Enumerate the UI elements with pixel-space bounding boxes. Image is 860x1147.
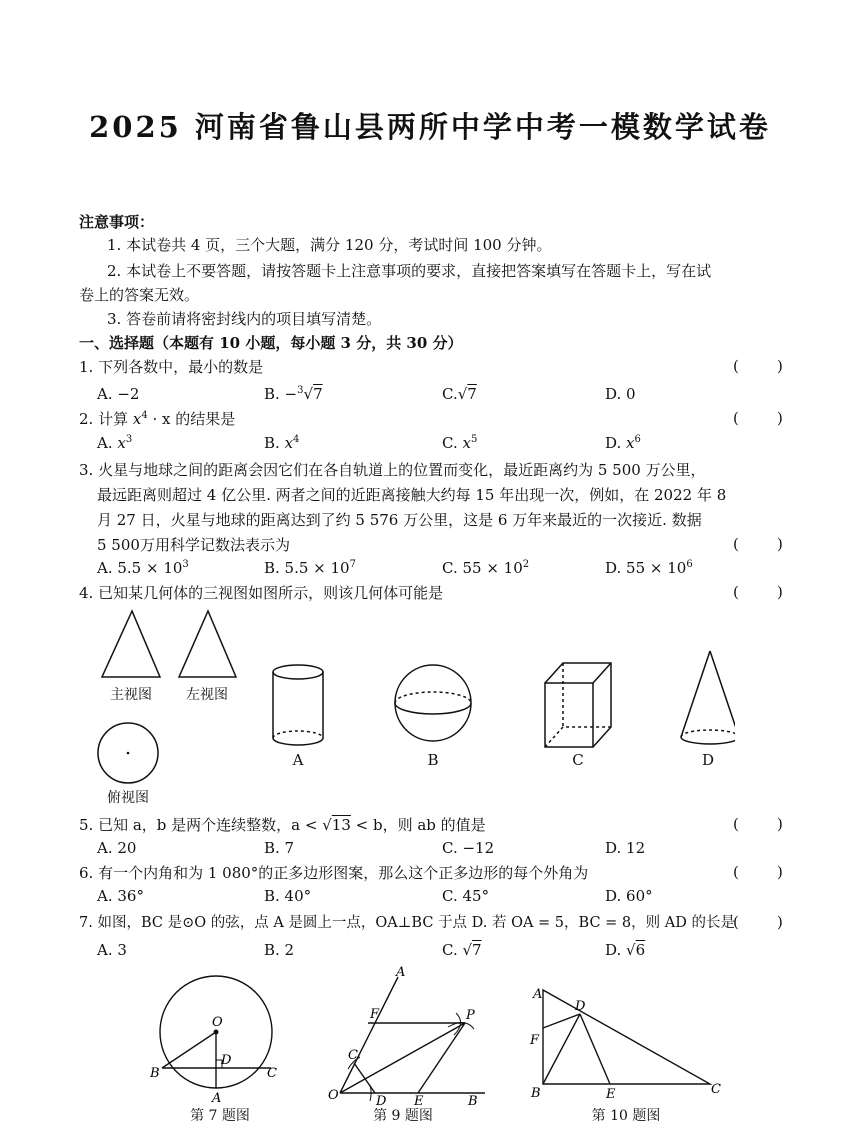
- fig9-label-p: P: [466, 1008, 475, 1023]
- fig7-label-d: D: [221, 1053, 232, 1068]
- fig7-label-a: A: [212, 1091, 222, 1106]
- side-view-triangle: [179, 611, 236, 677]
- q7-answer-paren: ( ): [733, 913, 783, 931]
- q3-option-c: C. $55 \times 10^2$: [442, 559, 530, 577]
- front-view-label: 主视图: [110, 687, 152, 703]
- q3-line-3: 月 27 日，火星与地球的距离达到了约 5 576 万公里，这是 6 万年来最近的一次接近. 数据: [97, 511, 702, 529]
- q3-line-4: 5 500万用科学记数法表示为: [97, 536, 290, 554]
- q4-choice-b-label: B: [427, 751, 439, 769]
- fig9-caption: 第 9 题图: [373, 1108, 433, 1124]
- q3-line-2: 最远距离则超过 4 亿公里. 两者之间的近距离接触大约每 15 年出现一次，例如，在 2022 年 8: [97, 486, 727, 504]
- fig9-label-e: E: [414, 1094, 424, 1109]
- q5-answer-paren: ( ): [733, 815, 783, 833]
- q7-option-c: C. √7: [442, 941, 482, 959]
- fig7-circle-diagram: [150, 965, 290, 1110]
- fig10-label-f: F: [530, 1033, 540, 1048]
- fig9-construction-diagram: [320, 965, 500, 1110]
- q7-option-b: B. 2: [264, 941, 295, 959]
- fig9-label-c: C: [348, 1048, 358, 1063]
- q2-option-a: A. $x^3$: [97, 434, 133, 452]
- fig9-label-f: F: [370, 1007, 380, 1022]
- fig7-caption: 第 7 题图: [190, 1108, 250, 1124]
- q4-choice-c-label: C: [572, 751, 584, 769]
- q1-option-b: B. −$^3$√7: [264, 385, 323, 403]
- q3-line-1: 3. 火星与地球之间的距离会因它们在各自轨道上的位置而变化，最近距离约为 5 500 万公里，: [79, 461, 706, 479]
- q6-option-c: C. 45°: [442, 887, 490, 905]
- q5-stem: 5. 已知 a，b 是两个连续整数，a < √13 < b，则 ab 的值是: [79, 816, 486, 834]
- q3-answer-paren: ( ): [733, 535, 783, 553]
- fig10-label-a: A: [533, 987, 543, 1002]
- q1-answer-paren: ( ): [733, 357, 783, 375]
- front-view-triangle: [102, 611, 160, 677]
- q4-answer-paren: ( ): [733, 583, 783, 601]
- fig7-label-c: C: [267, 1066, 277, 1081]
- q6-option-a: A. 36°: [97, 887, 144, 905]
- q4-choice-d-label: D: [701, 751, 715, 769]
- fig9-label-d: D: [376, 1094, 387, 1109]
- q1-option-c: C.√7: [442, 385, 477, 403]
- q6-option-b: B. 40°: [264, 887, 312, 905]
- top-view-center-dot: [127, 752, 130, 755]
- q1-option-d: D. 0: [605, 385, 636, 403]
- fig10-label-d: D: [575, 999, 586, 1014]
- cone-figure: [681, 651, 735, 744]
- side-view-label: 左视图: [186, 687, 228, 703]
- q2-answer-paren: ( ): [733, 409, 783, 427]
- q5-option-c: C. −12: [442, 839, 495, 857]
- page-title: 2025 河南省鲁山县两所中学中考一模数学试卷: [89, 110, 771, 144]
- fig10-triangle-diagram: [525, 980, 725, 1105]
- fig10-label-e: E: [606, 1087, 616, 1102]
- q4-figures: [95, 605, 735, 815]
- q7-option-a: A. 3: [97, 941, 127, 959]
- fig7-label-b: B: [150, 1066, 160, 1081]
- q2-stem: 2. 计算 $x^4 \cdot x$ 的结果是: [79, 410, 236, 428]
- notice-item-2: 2. 本试卷上不要答题，请按答题卡上注意事项的要求，直接把答案填写在答题卡上，写在试: [107, 262, 712, 280]
- q4-stem: 4. 已知某几何体的三视图如图所示，则该几何体可能是: [79, 584, 444, 602]
- q3-option-d: D. $55 \times 10^6$: [605, 559, 693, 577]
- q7-stem: 7. 如图，BC 是⊙O 的弦，点 A 是圆上一点，OA⊥BC 于点 D. 若 OA = 5，BC = 8，则 AD 的长是: [79, 915, 735, 931]
- q3-option-b: B. $5.5 \times 10^7$: [264, 559, 356, 577]
- q5-option-d: D. 12: [605, 839, 646, 857]
- cylinder-figure: [273, 665, 323, 745]
- q6-answer-paren: ( ): [733, 863, 783, 881]
- fig7-label-o: O: [212, 1015, 223, 1030]
- q4-choice-a-label: A: [292, 751, 304, 769]
- q3-option-a: A. $5.5 \times 10^3$: [97, 559, 189, 577]
- notice-item-2-cont: 卷上的答案无效。: [79, 286, 200, 304]
- fig10-label-b: B: [531, 1086, 541, 1101]
- q5-option-b: B. 7: [264, 839, 295, 857]
- q6-stem: 6. 有一个内角和为 1 080°的正多边形图案，那么这个正多边形的每个外角为: [79, 864, 589, 882]
- q6-option-d: D. 60°: [605, 887, 653, 905]
- sphere-figure: [395, 665, 471, 741]
- notice-item-3: 3. 答卷前请将密封线内的项目填写清楚。: [107, 310, 382, 328]
- q2-option-c: C. $x^5$: [442, 434, 478, 452]
- q1-option-a: A. −2: [97, 385, 140, 403]
- fig9-label-o: O: [328, 1088, 339, 1103]
- q2-option-d: D. $x^6$: [605, 434, 641, 452]
- q7-option-d: D. √6: [605, 941, 646, 959]
- fig10-caption: 第 10 题图: [591, 1108, 661, 1124]
- fig9-label-a: A: [396, 965, 406, 980]
- top-view-label: 俯视图: [107, 790, 149, 806]
- fig10-label-c: C: [711, 1082, 721, 1097]
- q5-option-a: A. 20: [97, 839, 137, 857]
- notice-item-1: 1. 本试卷共 4 页，三个大题，满分 120 分，考试时间 100 分钟。: [107, 236, 552, 254]
- fig9-label-b: B: [468, 1094, 478, 1109]
- q1-stem: 1. 下列各数中，最小的数是: [79, 358, 264, 376]
- prism-figure: [545, 663, 611, 747]
- section-heading: 一、选择题（本题有 10 小题，每小题 3 分，共 30 分）: [79, 334, 463, 352]
- notice-heading: 注意事项：: [79, 213, 155, 231]
- q2-option-b: B. $x^4$: [264, 434, 300, 452]
